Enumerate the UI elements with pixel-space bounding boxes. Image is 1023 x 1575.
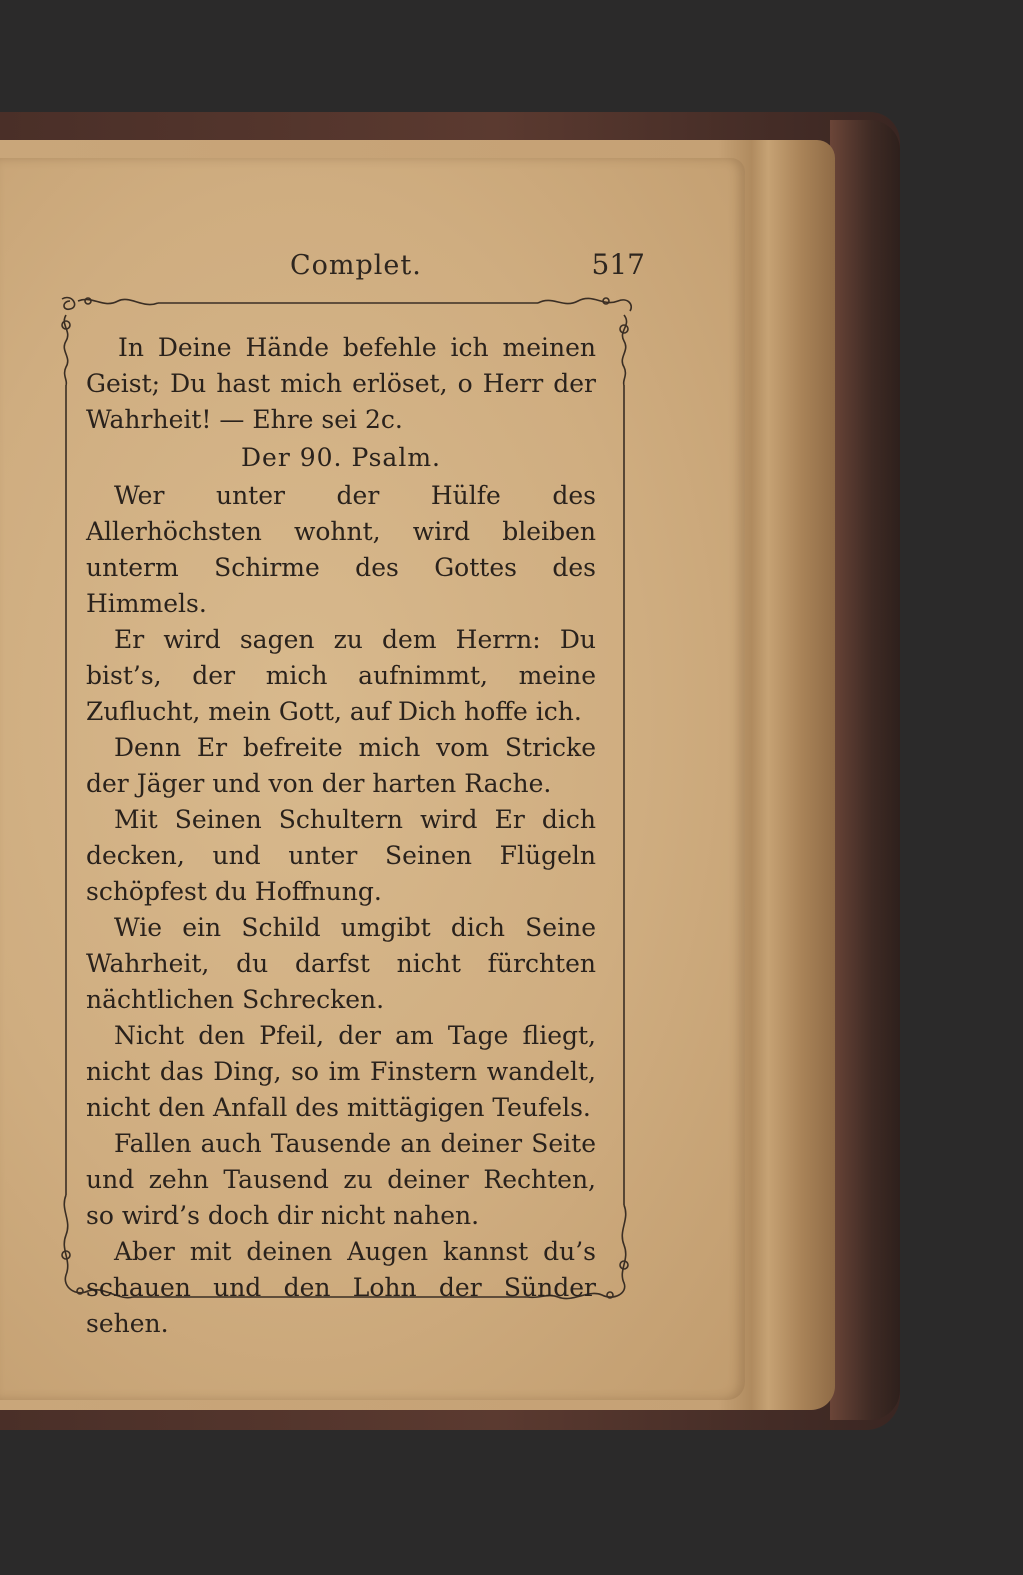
psalm-title: Der 90. Psalm. <box>241 443 441 472</box>
verse-paragraph: Wie ein Schild umgibt dich Seine Wahrheit, du darfst nicht fürchten nächtlichen Schrecken. <box>86 913 596 1014</box>
verse-paragraph: Denn Er befreite mich vom Stricke der Jäger und von der harten Rache. <box>86 733 596 798</box>
opening-paragraph: In Deine Hände befehle ich meinen Geist; Du hast mich erlöset, o Herr der Wahrheit! — Ehre sei 2c. <box>86 333 596 434</box>
verse-paragraph: Fallen auch Tausende an deiner Seite und zehn Tausend zu deiner Rechten, so wird’s doch dir nicht nahen. <box>86 1129 596 1230</box>
cover-spine-edge <box>830 120 900 1420</box>
running-head: Complet. <box>290 250 422 281</box>
verse-paragraph: Er wird sagen zu dem Herrn: Du bist’s, der mich aufnimmt, meine Zuflucht, mein Gott, auf Dich hoffe ich. <box>86 625 596 726</box>
page-number: 517 <box>591 248 645 281</box>
verse-paragraph: Aber mit deinen Augen kannst du’s schauen und den Lohn der Sünder sehen. <box>86 1237 596 1338</box>
page-text <box>86 330 596 1342</box>
verse-paragraph: Mit Seinen Schultern wird Er dich decken, und unter Seinen Flügeln schöpfest du Hoffnung. <box>86 805 596 906</box>
page-header <box>70 244 645 294</box>
verse-paragraph: Nicht den Pfeil, der am Tage fliegt, nicht das Ding, so im Finstern wandelt, nicht den Anfall des mittägigen Teufels. <box>86 1021 596 1122</box>
verse-paragraph: Wer unter der Hülfe des Allerhöchsten wohnt, wird bleiben unterm Schirme des Gottes des Himmels. <box>86 481 596 618</box>
